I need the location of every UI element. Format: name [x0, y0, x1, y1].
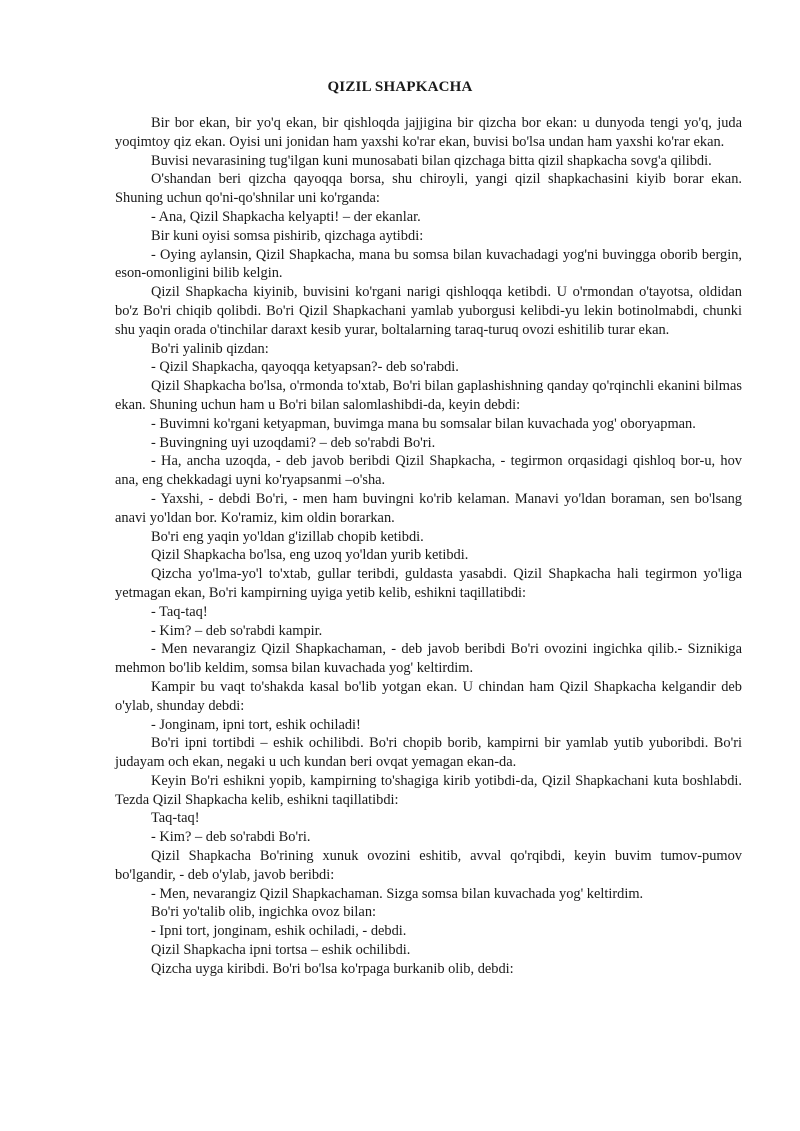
paragraph: - Buvimni ko'rgani ketyapman, buvimga mana bu somsalar bilan kuvachada yog' oboryapman.: [151, 415, 696, 432]
paragraph: - Taq-taq!: [151, 603, 208, 620]
paragraph: - Qizil Shapkacha, qayoqqa ketyapsan?- deb so'rabdi.: [151, 359, 459, 376]
paragraph: - Ha, ancha uzoqda, - deb javob beribdi Qizil Shapkacha, - tegirmon orqasidagi qishloq bor-u, hov ana, eng chekkadagi uyni ko'ryapsanmi –o'sha.: [115, 453, 742, 489]
paragraph: Keyin Bo'ri eshikni yopib, kampirning to'shagiga kirib yotibdi-da, Qizil Shapkachani kuta boshlabdi. Tezda Qizil Shapkacha kelib, eshikni taqillatibdi:: [115, 772, 742, 808]
paragraph: Kampir bu vaqt to'shakda kasal bo'lib yotgan ekan. U chindan ham Qizil Shapkacha kelgandir deb o'ylab, shunday debdi:: [115, 678, 742, 714]
paragraph: Taq-taq!: [151, 810, 200, 827]
paragraph: - Kim? – deb so'rabdi kampir.: [151, 622, 323, 639]
paragraph: Qizcha uyga kiribdi. Bo'ri bo'lsa ko'rpaga burkanib olib, debdi:: [151, 960, 514, 977]
paragraph: Qizcha yo'lma-yo'l to'xtab, gullar teribdi, guldasta yasabdi. Qizil Shapkacha hali tegirmon yo'liga yetmagan ekan, Bo'ri kampirning uyiga yetib kelib, eshikni taqillatibdi:: [115, 566, 742, 601]
paragraph: Qizil Shapkacha Bo'rining xunuk ovozini eshitib, avval qo'rqibdi, keyin buvim tumov-pumov bo'lgandir, - deb o'ylab, javob beribdi:: [115, 848, 742, 883]
paragraph: Qizil Shapkacha bo'lsa, o'rmonda to'xtab, Bo'ri bilan gaplashishning qanday qo'rqinchli ekanini bilmas ekan. Shuning uchun ham u Bo'ri bilan salomlashibdi-da, keyin debdi:: [115, 378, 742, 413]
paragraph: Bir kuni oyisi somsa pishirib, qizchaga aytibdi:: [151, 227, 424, 244]
paragraph: Bo'ri eng yaqin yo'ldan g'izillab chopib ketibdi.: [151, 528, 424, 545]
paragraph: Buvisi nevarasining tug'ilgan kuni munosabati bilan qizchaga bitta qizil shapkacha sovg'a qilibdi.: [151, 152, 712, 169]
paragraph: O'shandan beri qizcha qayoqqa borsa, shu chiroyli, yangi qizil shapkachasini kiyib borar ekan. Shuning uchun qo'ni-qo'shnilar uni ko'rganda:: [115, 171, 742, 207]
paragraph: Qizil Shapkacha ipni tortsa – eshik ochilibdi.: [151, 942, 411, 959]
page-title: QIZIL SHAPKACHA: [327, 79, 473, 95]
paragraph: - Ana, Qizil Shapkacha kelyapti! – der ekanlar.: [151, 208, 421, 225]
paragraph: - Men nevarangiz Qizil Shapkachaman, - deb javob beribdi Bo'ri ovozini ingichka qilib.- Siznikiga mehmon bo'lib keldim, somsa bilan kuvachada yog' keltirdim.: [115, 641, 742, 677]
paragraph: - Jonginam, ipni tort, eshik ochiladi!: [151, 716, 361, 733]
paragraph: Bir bor ekan, bir yo'q ekan, bir qishloqda jajjigina bir qizcha bor ekan: u dunyoda tengi yo'q, juda yoqimtoy qiz ekan. Oyisi uni jonidan ham yaxshi ko'rar ekan, buvisi bo'lsa undan ham yaxshi ko'rar ekan.: [115, 115, 742, 150]
paragraph: - Kim? – deb so'rabdi Bo'ri.: [151, 829, 311, 846]
paragraph: - Buvingning uyi uzoqdami? – deb so'rabdi Bo'ri.: [151, 434, 436, 451]
paragraph: - Yaxshi, - debdi Bo'ri, - men ham buvingni ko'rib kelaman. Manavi yo'ldan boraman, sen bo'lsang anavi yo'ldan bor. Ko'ramiz, kim oldin borarkan.: [115, 490, 742, 526]
paragraph: Qizil Shapkacha kiyinib, buvisini ko'rgani narigi qishloqqa ketibdi. U o'rmondan o'tayotsa, oldidan bo'z Bo'ri chiqib qolibdi. Bo'ri Qizil Shapkachani yamlab yuborgusi kelibdi-yu lekin botinolmabdi, chunki shu yaqin orada o'tinchilar daraxt kesib yurar, boltalarning taraq-turuq ovozi eshitilib turar ekan.: [115, 284, 742, 338]
paragraph: - Oying aylansin, Qizil Shapkacha, mana bu somsa bilan kuvachadagi yog'ni buvingga oborib bergin, eson-omonligini bilib kelgin.: [115, 246, 742, 282]
paragraph: Bo'ri yo'talib olib, ingichka ovoz bilan:: [151, 904, 377, 921]
paragraph: - Ipni tort, jonginam, eshik ochiladi, - debdi.: [151, 923, 407, 940]
story-body: [115, 114, 742, 979]
paragraph: Bo'ri ipni tortibdi – eshik ochilibdi. Bo'ri chopib borib, kampirni bir yamlab yutib yuboribdi. Bo'ri judayam och ekan, negaki u uch kundan beri ovqat yemagan ekan-da.: [115, 735, 742, 771]
paragraph: - Men, nevarangiz Qizil Shapkachaman. Sizga somsa bilan kuvachada yog' keltirdim.: [151, 885, 644, 902]
paragraph: Qizil Shapkacha bo'lsa, eng uzoq yo'ldan yurib ketibdi.: [151, 547, 469, 564]
paragraph: Bo'ri yalinib qizdan:: [151, 340, 269, 357]
